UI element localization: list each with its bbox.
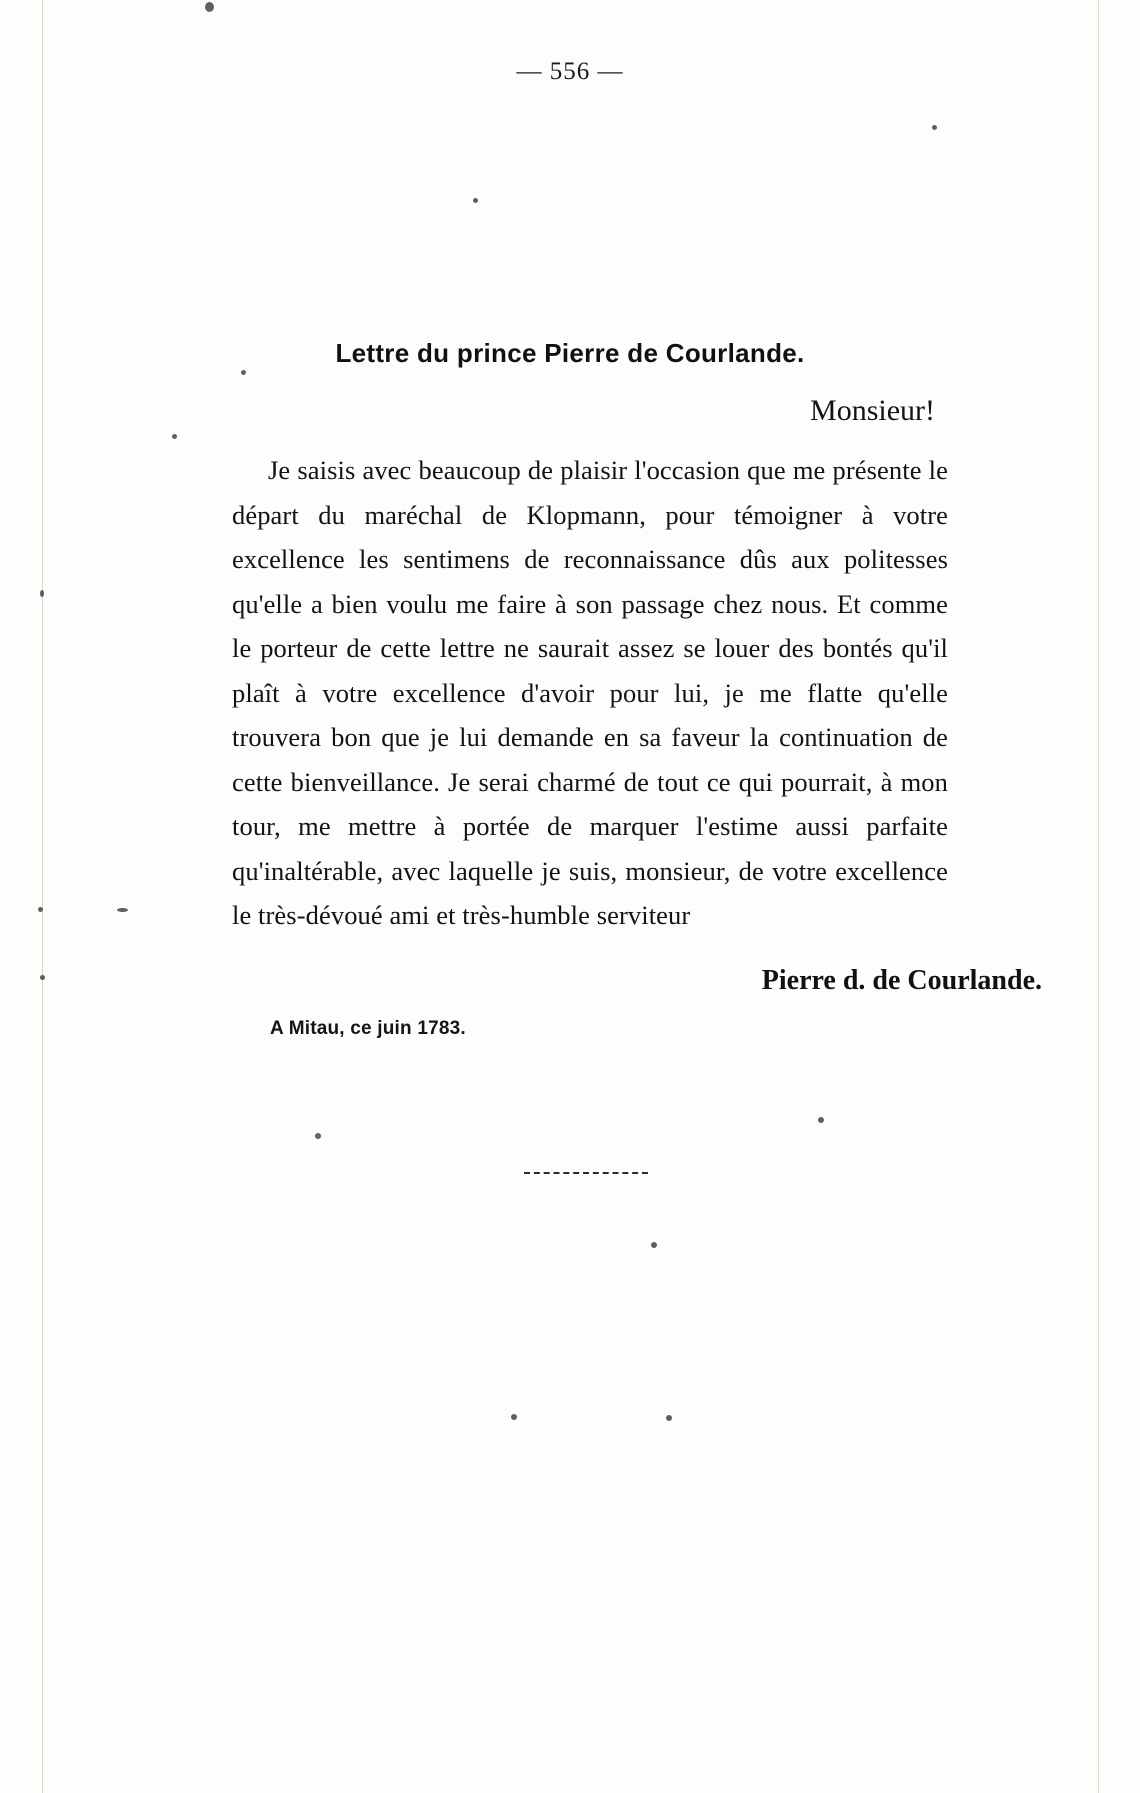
scan-speck bbox=[651, 1242, 657, 1248]
scan-speck bbox=[315, 1133, 321, 1139]
page-title: Lettre du prince Pierre de Courlande. bbox=[335, 338, 805, 368]
scan-speck bbox=[932, 125, 937, 130]
page-edge-line-right bbox=[1098, 0, 1099, 1793]
scan-speck bbox=[818, 1117, 824, 1123]
letter-body-text: Je saisis avec beaucoup de plaisir l'occasion que me présente le départ du maréchal de Klopmann, pour témoigner à votre excellence les sentimens de reconnaissance dûs aux politesses qu'elle a bien voulu me faire à son passage chez nous. Et comme le porteur de cette lettre ne saurait assez se louer des bontés qu'il plaît à votre excellence d'avoir pour lui, je me flatte qu'elle trouvera bon que je lui demande en sa faveur la continuation de cette bienveillance. Je serai charmé de tout ce qui pourrait, à mon tour, me mettre à portée de marquer l'estime aussi parfaite qu'inaltérable, avec laquelle je suis, monsieur, de votre excellence le très-dévoué ami et très-humble serviteur bbox=[232, 455, 948, 930]
place-and-date: A Mitau, ce juin 1783. bbox=[270, 1018, 466, 1039]
letter-body bbox=[232, 448, 948, 938]
scan-speck bbox=[511, 1414, 517, 1420]
section-divider bbox=[524, 1172, 648, 1176]
scan-speck bbox=[117, 908, 128, 912]
page-number: — 556 — bbox=[516, 58, 624, 85]
scan-speck bbox=[666, 1415, 672, 1421]
scan-speck bbox=[205, 2, 214, 12]
salutation: Monsieur! bbox=[810, 394, 935, 427]
page-edge-line-left bbox=[42, 0, 43, 1793]
scan-speck bbox=[172, 434, 177, 439]
signature: Pierre d. de Courlande. bbox=[761, 965, 1042, 996]
scan-speck bbox=[473, 198, 478, 203]
scan-speck bbox=[40, 590, 44, 597]
scan-speck bbox=[38, 907, 43, 912]
scan-speck bbox=[241, 370, 246, 375]
